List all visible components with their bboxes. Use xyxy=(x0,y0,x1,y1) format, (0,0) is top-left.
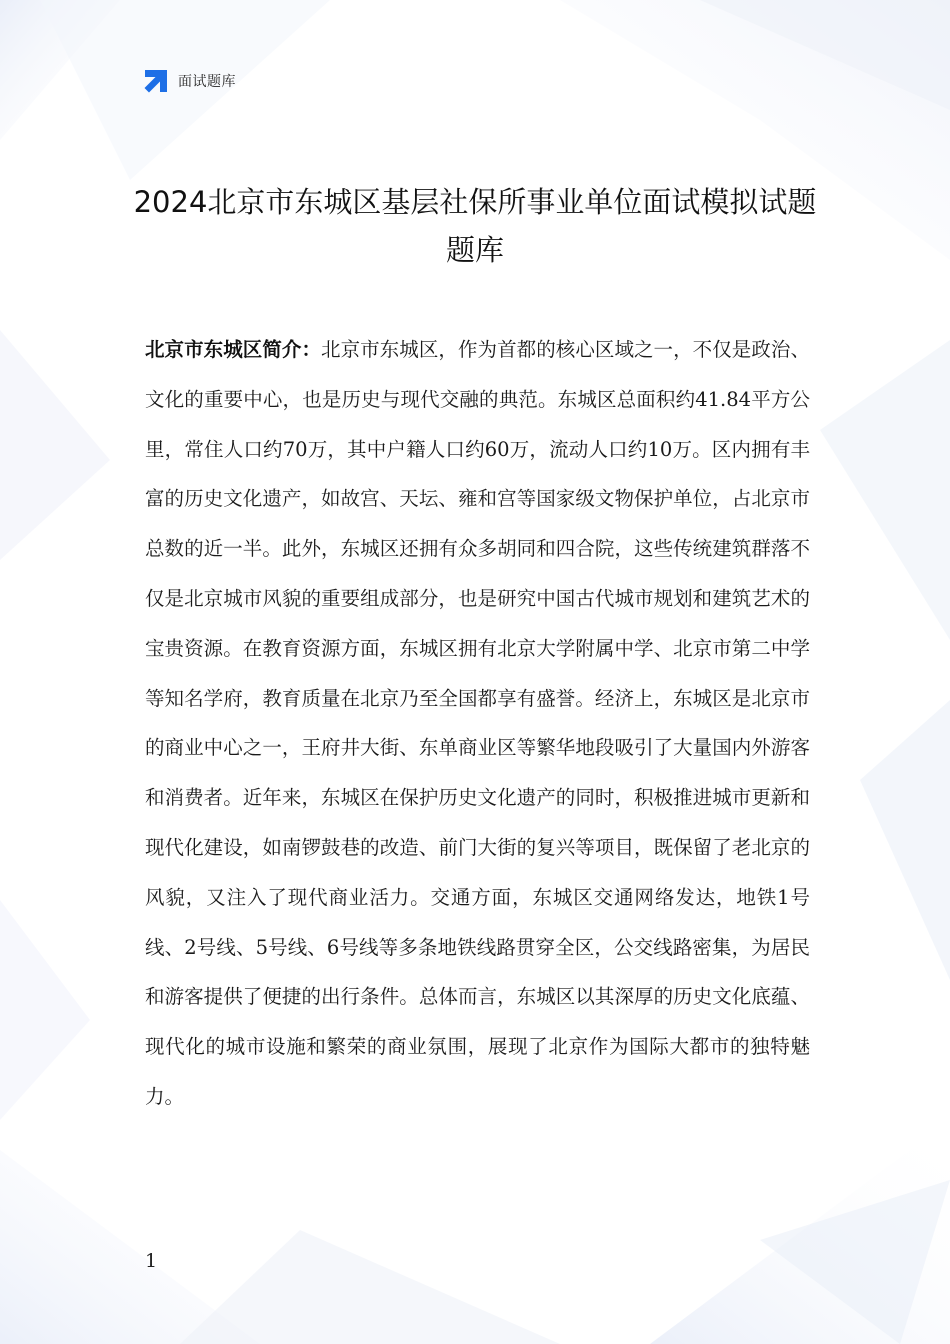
page-number: 1 xyxy=(145,1250,158,1272)
intro-paragraph xyxy=(145,325,810,1122)
brand-text: 面试题库 xyxy=(178,74,236,90)
intro-body: 北京市东城区，作为首都的核心区域之一，不仅是政治、文化的重要中心，也是历史与现代交融的典范。东城区总面积约41.84平方公里，常住人口约70万，其中户籍人口约60万，流动人口约10万。区内拥有丰富的历史文化遗产，如故宫、天坛、雍和宫等国家级文物保护单位，占北京市总数的近一半。此外，东城区还拥有众多胡同和四合院，这些传统建筑群落不仅是北京城市风貌的重要组成部分，也是研究中国古代城市规划和建筑艺术的宝贵资源。在教育资源方面，东城区拥有北京大学附属中学、北京市第二中学等知名学府，教育质量在北京乃至全国都享有盛誉。经济上，东城区是北京市的商业中心之一，王府井大街、东单商业区等繁华地段吸引了大量国内外游客和消费者。近年来，东城区在保护历史文化遗产的同时，积极推进城市更新和现代化建设，如南锣鼓巷的改造、前门大街的复兴等项目，既保留了老北京的风貌，又注入了现代商业活力。交通方面，东城区交通网络发达，地铁1号线、2号线、5号线、6号线等多条地铁线路贯穿全区，公交线路密集，为居民和游客提供了便捷的出行条件。总体而言，东城区以其深厚的历史文化底蕴、现代化的城市设施和繁荣的商业氛围，展现了北京作为国际大都市的独特魅力。 xyxy=(145,338,810,1108)
header xyxy=(143,68,236,94)
intro-label: 北京市东城区简介： xyxy=(145,338,322,361)
arrow-up-right-icon xyxy=(143,68,169,94)
document-title: 2024北京市东城区基层社保所事业单位面试模拟试题题库 xyxy=(133,185,817,267)
